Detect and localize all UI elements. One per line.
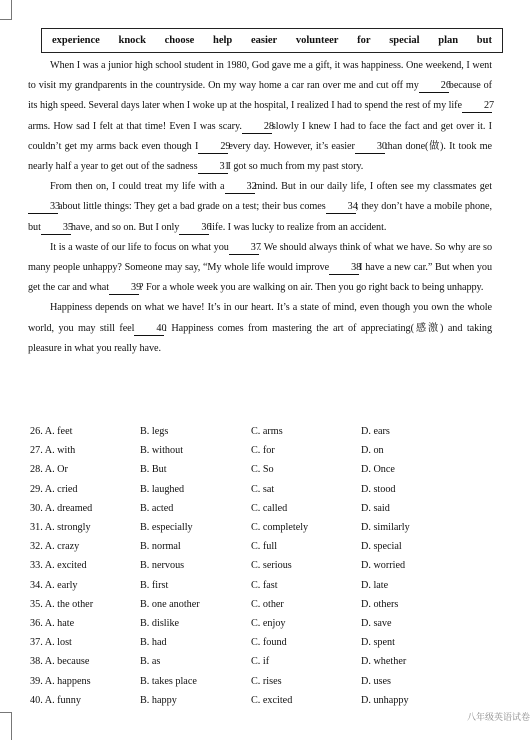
- crop-mark-top-left-h: [0, 19, 12, 20]
- blank-38: 38: [329, 262, 359, 275]
- option-a: 29. A. cried: [30, 483, 78, 495]
- blank-33: 33: [28, 201, 58, 214]
- passage-text: Happiness depends on what we have! It’s in our heart. It’s a state of mind, even though you own the whole world, you may still feel: [28, 302, 492, 334]
- question-options-row: [30, 652, 500, 671]
- option-b: B. first: [140, 579, 169, 591]
- option-a: 26. A. feet: [30, 426, 73, 438]
- passage-text: I got so much from my past story.: [227, 161, 364, 173]
- option-a: 31. A. strongly: [30, 522, 91, 534]
- blank-35: 35: [41, 222, 71, 235]
- passage-paragraph-1: [28, 56, 495, 177]
- passage-text: every day. However, it’s easier: [228, 140, 355, 152]
- option-d: D. spent: [361, 637, 395, 649]
- crop-mark-bottom-left-h: [0, 712, 12, 713]
- option-d: D. stood: [361, 483, 396, 495]
- option-c: C. sat: [251, 483, 275, 495]
- passage-paragraph-2: [28, 177, 492, 238]
- option-d: D. worried: [361, 560, 406, 572]
- question-options-row: [30, 460, 500, 479]
- question-options-row: [30, 614, 500, 633]
- option-c: C. other: [251, 598, 284, 610]
- option-d: D. uses: [361, 675, 391, 687]
- option-a: 33. A. excited: [30, 560, 87, 572]
- option-d: D. on: [361, 445, 384, 457]
- blank-28: 28: [242, 121, 272, 134]
- passage-paragraph-4: [28, 298, 492, 359]
- blank-32: 32: [225, 181, 255, 194]
- passage-text: arms. How sad I felt at that time! Even I was scary.: [28, 120, 242, 132]
- blank-37: 37: [229, 242, 259, 255]
- option-c: C. found: [251, 637, 287, 649]
- blank-39: 39: [109, 282, 139, 295]
- option-b: B. But: [140, 464, 167, 476]
- blank-30: 30: [355, 141, 385, 154]
- passage-paragraph-3: [28, 238, 492, 299]
- cloze-passage: [28, 56, 495, 359]
- option-a: 28. A. Or: [30, 464, 68, 476]
- option-c: C. arms: [251, 426, 283, 438]
- option-b: B. especially: [140, 522, 193, 534]
- option-c: C. enjoy: [251, 617, 286, 629]
- option-c: C. if: [251, 656, 270, 668]
- option-d: D. late: [361, 579, 389, 591]
- question-options-row: [30, 480, 500, 499]
- blank-40: 40: [134, 323, 164, 336]
- word-bank-item: for: [357, 35, 371, 46]
- option-a: 40. A. funny: [30, 694, 81, 706]
- option-b: B. takes place: [140, 675, 197, 687]
- blank-29: 29: [198, 141, 228, 154]
- option-d: D. special: [361, 541, 402, 553]
- option-d: D. said: [361, 502, 390, 514]
- passage-text: When I was a junior high school student in 1980, God gave me a gift, it was happiness. One weekend, I went to visit my grandparents in the countryside. On my way home a car ran over me and cut off my: [28, 60, 492, 92]
- option-b: B. without: [140, 445, 184, 457]
- option-c: C. called: [251, 502, 288, 514]
- option-a: 27. A. with: [30, 445, 76, 457]
- question-options-row: [30, 671, 500, 690]
- word-bank-item: plan: [438, 35, 459, 46]
- option-a: 34. A. early: [30, 579, 78, 591]
- crop-mark-bottom-left-v: [11, 712, 12, 740]
- option-b: B. nervous: [140, 560, 185, 572]
- option-a: 32. A. crazy: [30, 541, 80, 553]
- option-a: 38. A. because: [30, 656, 90, 668]
- word-bank-item: knock: [118, 35, 146, 46]
- option-d: D. ears: [361, 426, 390, 438]
- word-bank-item: but: [476, 35, 492, 46]
- option-a: 39. A. happens: [30, 675, 91, 687]
- option-b: B. had: [140, 637, 167, 649]
- blank-34: 34: [326, 201, 356, 214]
- passage-text: because of its high speed. Several days later when I woke up at the hospital, I realized I had to spend the rest of my life: [28, 80, 492, 112]
- crop-mark-top-left-v: [11, 0, 12, 20]
- option-c: C. rises: [251, 675, 282, 687]
- word-bank-item: special: [389, 35, 420, 46]
- option-c: C. excited: [251, 694, 293, 706]
- option-c: C. full: [251, 541, 278, 553]
- question-options-row: [30, 441, 500, 460]
- passage-text: . We should always think of what we have. So why are so many people unhappy? Someone may say, “My whole life would improve: [28, 241, 492, 274]
- answer-options: [30, 422, 500, 710]
- passage-text: ; they don’t have a mobile phone, but: [28, 201, 492, 233]
- passage-text: It is a waste of our life to focus on what you: [50, 241, 229, 253]
- word-bank-item: choose: [164, 35, 195, 46]
- word-bank-item: experience: [52, 35, 100, 46]
- option-c: C. serious: [251, 560, 292, 572]
- question-options-row: [30, 691, 500, 710]
- word-bank-box: [41, 28, 503, 53]
- passage-text: than done(做). It took me nearly half a year to get out of the sadness: [28, 140, 492, 173]
- option-b: B. acted: [140, 502, 174, 514]
- option-b: B. laughed: [140, 483, 185, 495]
- passage-text: have, and so on. But I only: [70, 221, 180, 233]
- blank-26: 26: [419, 80, 449, 93]
- option-d: D. Once: [361, 464, 395, 476]
- passage-text: about little things: They get a bad grade on a test; their bus comes: [58, 201, 326, 213]
- passage-text: slowly I knew I had to face the fact and get over it. I couldn’t get my arms back even though I: [28, 120, 492, 152]
- option-c: C. completely: [251, 522, 309, 534]
- page-footer: 八年级英语试卷: [466, 713, 530, 723]
- option-d: D. save: [361, 617, 392, 629]
- question-options-row: [30, 595, 500, 614]
- option-d: D. unhappy: [361, 694, 409, 706]
- word-bank-item: volunteer: [295, 35, 339, 46]
- option-b: B. legs: [140, 426, 169, 438]
- option-b: B. as: [140, 656, 161, 668]
- option-b: B. normal: [140, 541, 181, 553]
- passage-text: life. I was lucky to realize from an accident.: [209, 221, 387, 233]
- passage-text: . Happiness comes from mastering the art of appreciating(感激) and taking pleasure in what you really have.: [28, 322, 492, 354]
- question-options-row: [30, 499, 500, 518]
- option-a: 37. A. lost: [30, 637, 72, 649]
- option-b: B. happy: [140, 694, 177, 706]
- passage-text: ? For a whole week you are walking on air. Then you go right back to being unhappy.: [139, 282, 484, 294]
- option-a: 35. A. the other: [30, 598, 94, 610]
- question-options-row: [30, 556, 500, 575]
- question-options-row: [30, 633, 500, 652]
- option-c: C. So: [251, 464, 274, 476]
- question-options-row: [30, 518, 500, 537]
- blank-36: 36: [179, 222, 209, 235]
- option-c: C. fast: [251, 579, 278, 591]
- option-d: D. others: [361, 598, 399, 610]
- passage-text: I have a new car.” But when you get the car and what: [28, 262, 493, 294]
- question-options-row: [30, 537, 500, 556]
- blank-31: 31: [198, 161, 228, 174]
- option-a: 36. A. hate: [30, 617, 75, 629]
- option-d: D. whether: [361, 656, 407, 668]
- blank-27: 27: [462, 100, 492, 113]
- question-options-row: [30, 422, 500, 441]
- option-d: D. similarly: [361, 522, 410, 534]
- option-b: B. one another: [140, 598, 200, 610]
- option-a: 30. A. dreamed: [30, 502, 93, 514]
- option-b: B. dislike: [140, 617, 180, 629]
- passage-text: mind. But in our daily life, I often see my classmates get: [254, 181, 492, 193]
- passage-text: From then on, I could treat my life with a: [50, 181, 225, 193]
- option-c: C. for: [251, 445, 275, 457]
- word-bank-item: help: [213, 35, 233, 46]
- question-options-row: [30, 576, 500, 595]
- word-bank-item: easier: [250, 35, 278, 46]
